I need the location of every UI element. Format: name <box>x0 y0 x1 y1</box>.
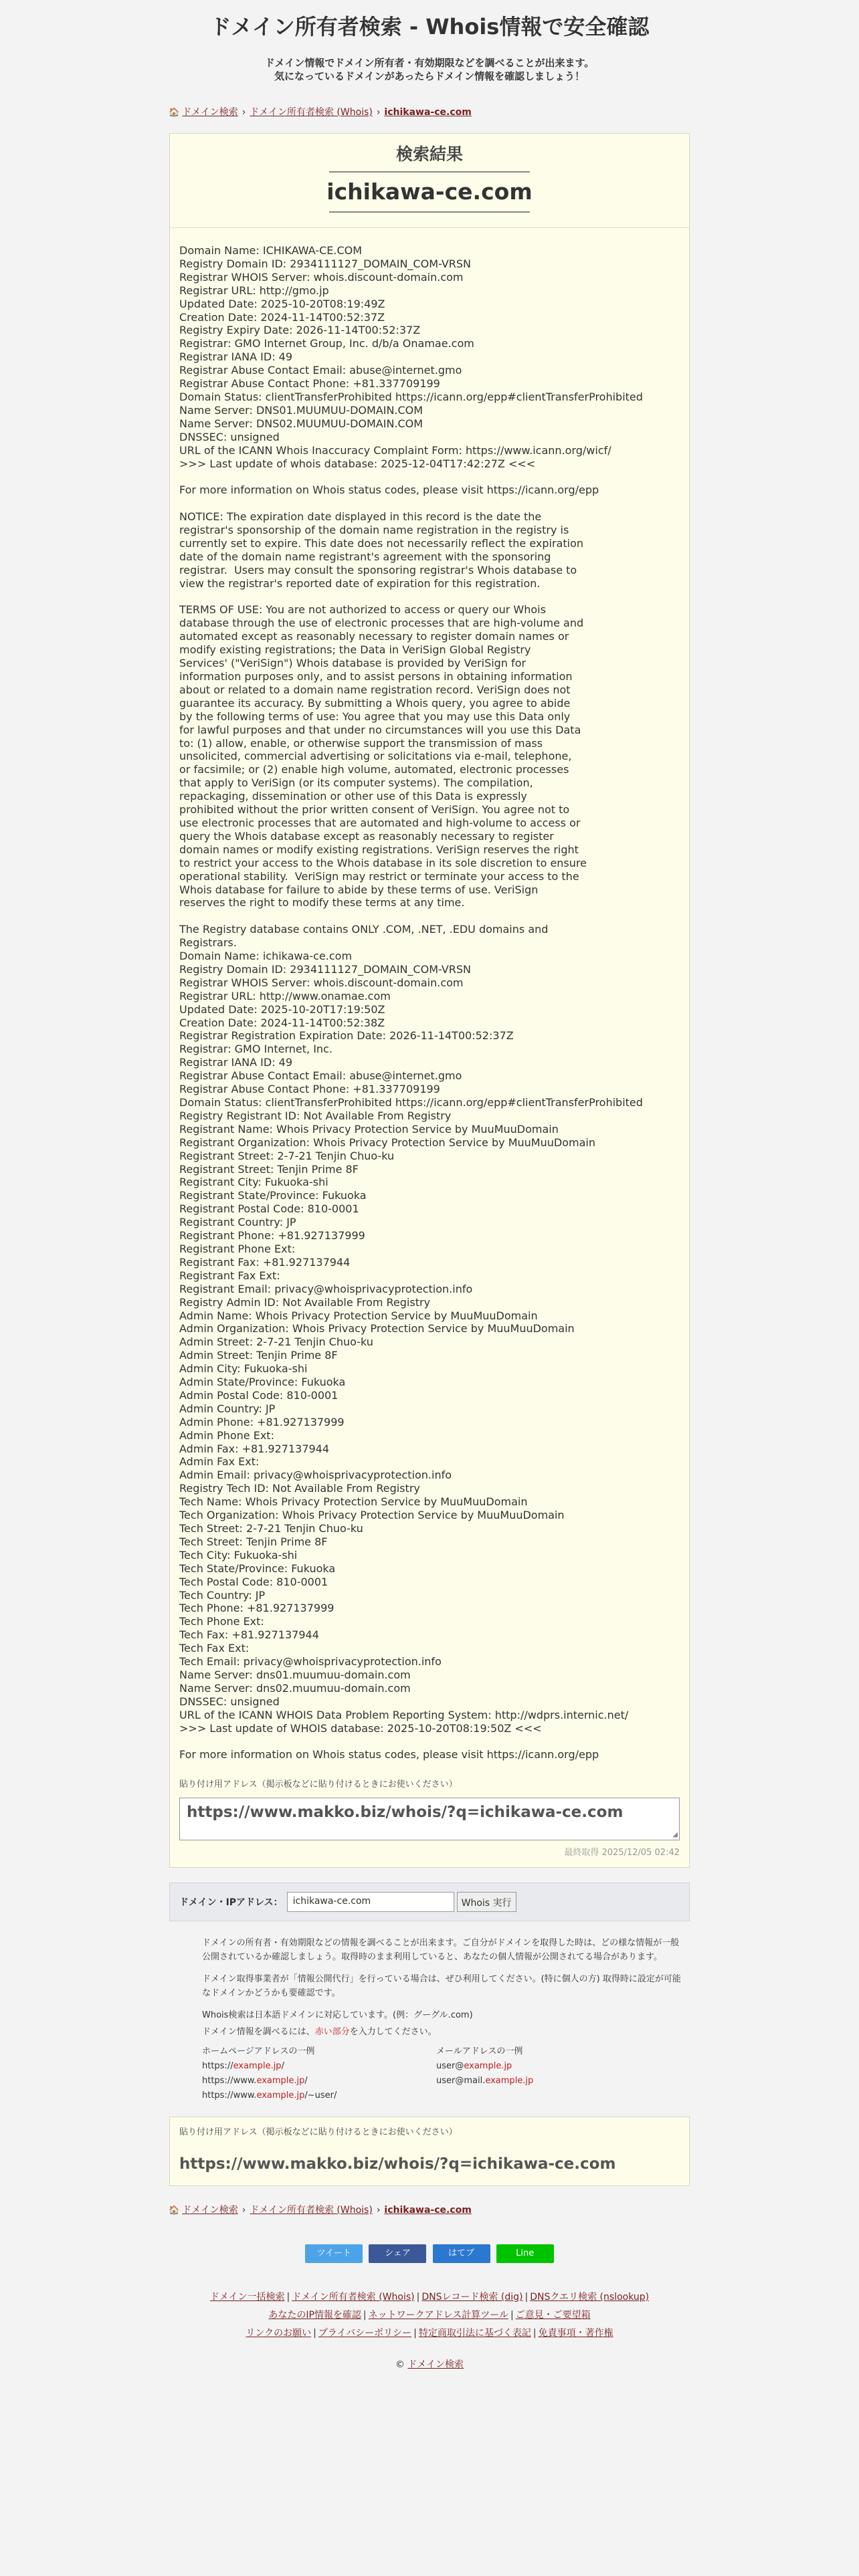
copyright <box>0 2357 859 2371</box>
breadcrumb-separator: › <box>242 107 246 118</box>
breadcrumb-separator: › <box>376 107 381 118</box>
example-item: user@example.jp <box>436 2061 512 2072</box>
home-icon: 🏠 <box>169 108 180 118</box>
site-title: ドメイン所有者検索 - Whois情報で安全確認 <box>209 14 650 39</box>
examples-title: メールアドレスの一例 <box>436 2046 523 2057</box>
breadcrumb-separator: › <box>376 2205 381 2216</box>
info-paragraph: Whois検索は日本語ドメインに対応しています。(例：グーグル.com) <box>202 2010 473 2021</box>
footer-link-privacy[interactable]: プライバシーポリシー <box>318 2328 412 2339</box>
whois-record: Domain Name: ICHIKAWA-CE.COM Registry Domain ID: 2934111127_DOMAIN_COM-VRSN Registrar WHOIS Server: whois.discount-domain.com Registrar URL: http://gmo.jp Updated Date: 2025-10-20T08:19:49Z Creation Date: 2024-11-14T00:52:37Z Registry Expiry Date: 2026-11-14T00:52:37Z Registrar: GMO Internet Group, Inc. d/b/a Onamae.com Registrar IANA ID: 49 Registrar Abuse Contact Email: abuse@internet.gmo Registrar Abuse Contact Phone: +81.337709199 Domain Status: clientTransferProhibited https://icann.org/epp#clientTransferProhibited Name Server: DNS01.MUUMUU-DOMAIN.COM Name Server: DNS02.MUUMUU-DOMAIN.COM DNSSEC: unsigned URL of the ICANN Whois Inaccuracy Complaint Form: https://www.icann.org/wicf/ >>> Last update of whois database: 2025-12-04T17:42:27Z <<< For more information on Whois status codes, please visit https://icann.org/epp NOTICE: The expiration date displayed in this record is the date the registrar's sponsorship of the domain name registration in the registry is currently set to expire. This date does not necessarily reflect the expiration date of the domain name registrant's agreement with the sponsoring registrar. Users may consult the sponsoring registrar's Whois database to view the registrar's reported date of expiration for this registration. TERMS OF USE: You are not authorized to access or query our Whois database through the use of electronic processes that are high-volume and automated except as reasonably necessary to register domain names or modify existing registrations; the Data in VeriSign Global Registry Services' ("VeriSign") Whois database is provided by VeriSign for information purposes only, and to assist persons in obtaining information about or related to a domain name registration record. VeriSign does not guarantee its accuracy. By submitting a Whois query, you agree to abide by the following terms of use: You agree that you may use this Data only for lawful purposes and that under no circumstances will you use this Data to: (1) allow, enable, or otherwise support the transmission of mass unsolicited, commercial advertising or solicitations via e-mail, telephone, or facsimile; or (2) enable high volume, automated, electronic processes that apply to VeriSign (or its computer systems). The compilation, repackaging, dissemination or other use of this Data is expressly prohibited without the prior written consent of VeriSign. You agree not to use electronic processes that are automated and high-volume to access or query the Whois database except as reasonably necessary to register domain names or modify existing registrations. VeriSign reserves the right to restrict your access to the Whois database in its sole discretion to ensure operational stability. VeriSign may restrict or terminate your access to the Whois database for failure to abide by these terms of use. VeriSign reserves the right to modify these terms at any time. The Registry database contains ONLY .COM, .NET, .EDU domains and Registrars. Domain Name: ichikawa-ce.com Registry Domain ID: 2934111127_DOMAIN_COM-VRSN Registrar WHOIS Server: whois.discount-domain.com Registrar URL: http://www.onamae.com Updated Date: 2025-10-20T17:19:50Z Creation Date: 2024-11-14T00:52:38Z Registrar Registration Expiration Date: 2026-11-14T00:52:37Z Registrar: GMO Internet, Inc. Registrar IANA ID: 49 Registrar Abuse Contact Email: abuse@internet.gmo Registrar Abuse Contact Phone: +81.337709199 Domain Status: clientTransferProhibited https://icann.org/epp#clientTransferProhibited Registry Registrant ID: Not Available From Registry Registrant Name: Whois Privacy Protection Service by MuuMuuDomain Registrant Organization: Whois Privacy Protection Service by MuuMuuDomain Registrant Street: 2-7-21 Tenjin Chuo-ku Registrant Street: Tenjin Prime 8F Registrant City: Fukuoka-shi Registrant State/Province: Fukuoka Registrant Postal Code: 810-0001 Registrant Country: JP Registrant Phone: +81.927137999 Registrant Phone Ext: Registrant Fax: +81.927137944 Registrant Fax Ext: Registrant Email: privacy@whoisprivacyprotection.info Registry Admin ID: Not Available From Registry Admin Name: Whois Privacy Protection Service by MuuMuuDomain Admin Organization: Whois Privacy Protection Service by MuuMuuDomain Admin Street: 2-7-21 Tenjin Chuo-ku Admin Street: Tenjin Prime 8F Admin City: Fukuoka-shi Admin State/Province: Fukuoka Admin Postal Code: 810-0001 Admin Country: JP Admin Phone: +81.927137999 Admin Phone Ext: Admin Fax: +81.927137944 Admin Fax Ext: Admin Email: privacy@whoisprivacyprotection.info Registry Tech ID: Not Available From Registry Tech Name: Whois Privacy Protection Service by MuuMuuDomain Tech Organization: Whois Privacy Protection Service by MuuMuuDomain Tech Street: 2-7-21 Tenjin Chuo-ku Tech Street: Tenjin Prime 8F Tech City: Fukuoka-shi Tech State/Province: Fukuoka Tech Postal Code: 810-0001 Tech Country: JP Tech Phone: +81.927137999 Tech Phone Ext: Tech Fax: +81.927137944 Tech Fax Ext: Tech Email: privacy@whoisprivacyprotection.info Name Server: dns01.muumuu-domain.com Name Server: dns02.muumuu-domain.com DNSSEC: unsigned URL of the ICANN WHOIS Data Problem Reporting System: http://wdprs.internic.net/ >>> Last update of WHOIS database: 2025-10-20T08:19:50Z <<< For more information on Whois status codes, please visit https://icann.org/epp <box>179 244 643 1761</box>
paste-label: 貼り付け用アドレス（掲示板などに貼り付けるときにお使いください） <box>179 2127 458 2138</box>
share-buttons <box>0 2244 859 2263</box>
footer-link-whois[interactable]: ドメイン所有者検索 (Whois) <box>292 2292 415 2303</box>
example-item: user@mail.example.jp <box>436 2076 534 2086</box>
last-fetch-time: 最終取得 2025/12/05 02:42 <box>564 1848 680 1858</box>
example-item: https://www.example.jp/ <box>202 2076 308 2086</box>
domain-search-input[interactable]: ichikawa-ce.com <box>287 1892 454 1912</box>
line-share-button[interactable]: Line <box>496 2244 554 2263</box>
example-item: https://example.jp/ <box>202 2061 284 2072</box>
footer-row: あなたのIP情報を確認 | ネットワークアドレス計算ツール | ご意見・ご要望箱 <box>268 2310 591 2321</box>
copyright-link[interactable]: ドメイン検索 <box>407 2359 464 2371</box>
breadcrumb-separator: › <box>242 2205 246 2216</box>
resize-grip-icon[interactable]: ◢ <box>672 1831 678 1839</box>
breadcrumb-whois-link[interactable]: ドメイン所有者検索 (Whois) <box>250 2205 373 2216</box>
examples <box>202 2044 684 2103</box>
breadcrumb-home-link[interactable]: ドメイン検索 <box>182 107 238 118</box>
tagline <box>0 56 859 83</box>
info-highlight: 赤い部分 <box>314 2027 350 2038</box>
info-paragraph: ドメインの所有者・有効期限などの情報を調べることが出来ます。ご自分がドメインを取得した時は、どの様な情報が一般公開されているか確認しましょう。取得時のまま利用していると、あなたの個人情報が公開されてる場合があります。 <box>202 1938 680 1963</box>
breadcrumb <box>169 106 690 120</box>
info-section <box>175 1936 684 2103</box>
whois-search-form <box>169 1883 690 1921</box>
homepage-examples <box>202 2044 436 2103</box>
footer-row: リンクのお願い | プライバシーポリシー | 特定商取引法に基づく表記 | 免責事項・著作権 <box>246 2328 613 2339</box>
hatena-bookmark-button[interactable]: はてブ <box>433 2244 490 2263</box>
mail-examples <box>436 2044 670 2103</box>
footer-link-commerce-law[interactable]: 特定商取引法に基づく表記 <box>418 2328 531 2339</box>
result-panel <box>169 133 690 1868</box>
paste-address-panel <box>169 2117 690 2186</box>
footer-link-disclaimer[interactable]: 免責事項・著作権 <box>538 2328 613 2339</box>
footer-link-dig[interactable]: DNSレコード検索 (dig) <box>421 2292 523 2303</box>
tagline-line-2: 気になっているドメインがあったらドメイン情報を確認しましょう！ <box>274 70 585 82</box>
result-domain: ichikawa-ce.com <box>326 179 533 205</box>
facebook-share-button[interactable]: シェア <box>369 2244 426 2263</box>
breadcrumb-home-link[interactable]: ドメイン検索 <box>182 2205 238 2216</box>
info-paragraph: ドメイン取得事業者が「情報公開代行」を行っている場合は、ぜひ利用してください。(特に個人の方) 取得時に設定が可能なドメインかどうかも要確認です。 <box>202 1974 681 1999</box>
footer-links <box>0 2288 859 2343</box>
result-heading: 検索結果 <box>395 144 463 164</box>
footer-link-link-request[interactable]: リンクのお願い <box>246 2328 312 2339</box>
tagline-line-1: ドメイン情報でドメイン所有者・有効期限などを調べることが出来ます。 <box>264 57 595 69</box>
divider <box>329 211 530 213</box>
divider <box>329 171 530 173</box>
info-paragraph <box>202 2025 684 2039</box>
result-header <box>170 134 689 228</box>
breadcrumb-bottom <box>169 2204 690 2218</box>
copyright-symbol: © <box>395 2359 405 2371</box>
example-item: https://www.example.jp/~user/ <box>202 2090 337 2101</box>
paste-url-text: https://www.makko.biz/whois/?q=ichikawa-ce.com <box>187 1804 624 1822</box>
paste-url-textarea[interactable] <box>179 1798 680 1840</box>
footer-link-ip-info[interactable]: あなたのIP情報を確認 <box>268 2310 361 2321</box>
breadcrumb-whois-link[interactable]: ドメイン所有者検索 (Whois) <box>250 107 373 118</box>
footer-row: ドメイン一括検索 | ドメイン所有者検索 (Whois) | DNSレコード検索 (dig) | DNSクエリ検索 (nslookup) <box>209 2292 650 2303</box>
paste-url[interactable]: https://www.makko.biz/whois/?q=ichikawa-ce.com <box>179 2155 616 2173</box>
info-text: を入力してください。 <box>349 2027 437 2038</box>
home-icon: 🏠 <box>169 2206 180 2216</box>
tweet-button[interactable]: ツイート <box>305 2244 363 2263</box>
footer-link-bulk-search[interactable]: ドメイン一括検索 <box>209 2292 285 2303</box>
footer-link-network-calc[interactable]: ネットワークアドレス計算ツール <box>368 2310 508 2321</box>
info-text: ドメイン情報を調べるには、 <box>202 2027 315 2038</box>
search-label: ドメイン・IPアドレス： <box>179 1897 283 1909</box>
whois-run-button[interactable]: Whois 実行 <box>457 1892 516 1912</box>
footer-link-nslookup[interactable]: DNSクエリ検索 (nslookup) <box>530 2292 650 2303</box>
paste-label: 貼り付け用アドレス（掲示板などに貼り付けるときにお使いください） <box>179 1780 458 1790</box>
breadcrumb-current[interactable]: ichikawa-ce.com <box>384 107 472 118</box>
examples-title: ホームページアドレスの一例 <box>202 2046 315 2057</box>
footer-link-feedback[interactable]: ご意見・ご要望箱 <box>515 2310 591 2321</box>
breadcrumb-current[interactable]: ichikawa-ce.com <box>384 2205 472 2216</box>
